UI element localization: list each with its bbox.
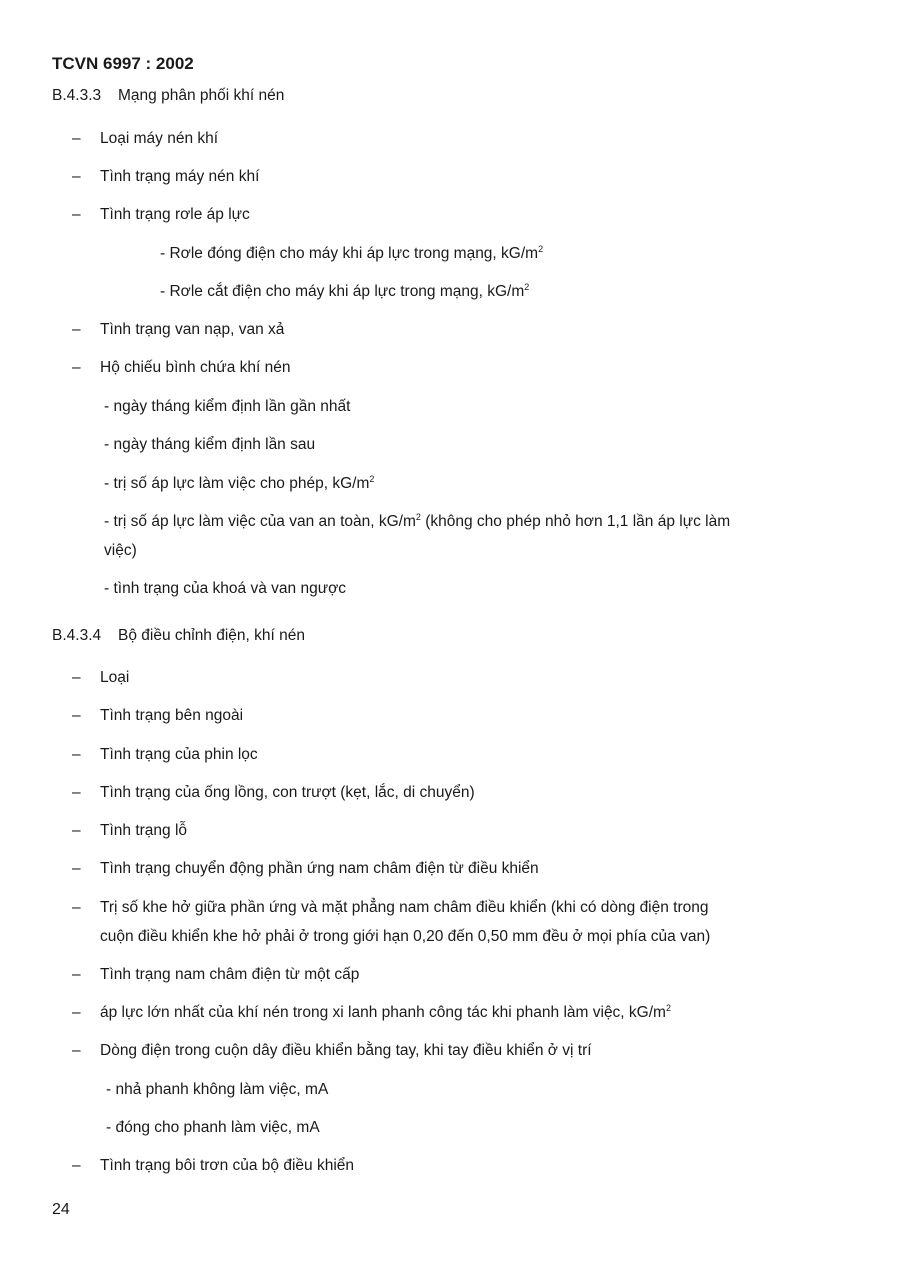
- section-heading-b433: [52, 86, 284, 106]
- list-item: – Tình trạng máy nén khí: [72, 168, 260, 185]
- sub-list-item: - Rơle cắt điện cho máy khi áp lực trong mạng, $kG/m^2$: [160, 281, 530, 300]
- section-number: B.4.3.4: [52, 627, 102, 644]
- sub-list-item: - ngày tháng kiểm định lần sau: [104, 436, 316, 453]
- list-item-continuation: cuộn điều khiển khe hở phải ở trong giới hạn 0,20 đến 0,50 mm đều ở mọi phía của van): [100, 928, 711, 945]
- list-item: – Tình trạng của ống lồng, con trượt (kẹt, lắc, di chuyển): [72, 784, 475, 801]
- list-item: – Tình trạng chuyển động phần ứng nam châm điện từ điều khiển: [72, 860, 539, 877]
- sub-list-item: - trị số áp lực làm việc cho phép, $kG/m^2$: [104, 473, 375, 492]
- section-heading-b434: [52, 626, 305, 646]
- list-item: – Tình trạng của phin lọc: [72, 746, 258, 763]
- list-item: – Trị số khe hở giữa phần ứng và mặt phẳng nam châm điều khiển (khi có dòng điện trong: [72, 899, 709, 916]
- list-item: – Tình trạng bên ngoài: [72, 707, 244, 724]
- sub-list-item: - đóng cho phanh làm việc, mA: [106, 1119, 320, 1136]
- sub-list-item: - Rơle đóng điện cho máy khi áp lực trong mạng, $kG/m^2$: [160, 243, 544, 262]
- list-item: – Hộ chiếu bình chứa khí nén: [72, 359, 291, 376]
- standard-header: TCVN 6997 : 2002: [52, 54, 194, 73]
- sub-list-item-continuation: việc): [104, 542, 137, 559]
- list-item: – Tình trạng bôi trơn của bộ điều khiển: [72, 1157, 355, 1174]
- list-item: – Tình trạng rơle áp lực: [72, 206, 250, 223]
- list-item: – Loại: [72, 669, 130, 686]
- list-item: – Tình trạng lỗ: [72, 822, 188, 839]
- section-title: Mạng phân phối khí nén: [118, 87, 285, 104]
- list-item: – áp lực lớn nhất của khí nén trong xi lanh phanh công tác khi phanh làm việc, $kG/m^2$: [72, 1002, 671, 1021]
- section-title: Bộ điều chỉnh điện, khí nén: [118, 627, 305, 644]
- sub-list-item: - trị số áp lực làm việc của van an toàn, $kG/m^2$ (không cho phép nhỏ hơn 1,1 lần áp lực làm: [104, 511, 731, 530]
- list-item: – Tình trạng nam châm điện từ một cấp: [72, 966, 360, 983]
- sub-list-item: - nhả phanh không làm việc, mA: [106, 1081, 329, 1098]
- page-number: 24: [52, 1201, 70, 1218]
- sub-list-item: - ngày tháng kiểm định lần gần nhất: [104, 398, 351, 415]
- section-number: B.4.3.3: [52, 87, 102, 104]
- sub-list-item: - tình trạng của khoá và van ngược: [104, 580, 346, 597]
- list-item: – Loại máy nén khí: [72, 130, 219, 147]
- list-item: – Dòng điện trong cuộn dây điều khiển bằng tay, khi tay điều khiển ở vị trí: [72, 1042, 592, 1059]
- list-item: – Tình trạng van nạp, van xả: [72, 321, 285, 338]
